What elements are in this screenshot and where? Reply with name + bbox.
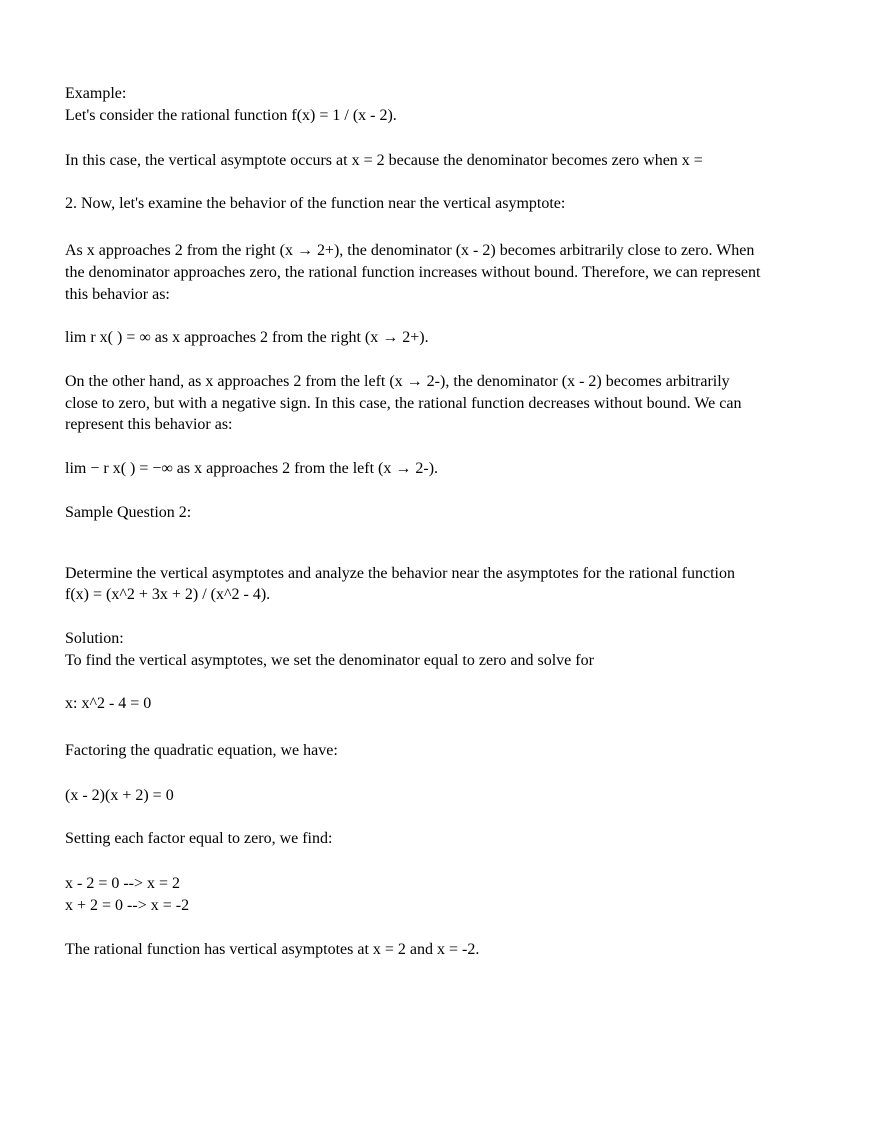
sample-question-heading: Sample Question 2: (65, 504, 192, 521)
equation: x: x^2 - 4 = 0 (65, 695, 152, 712)
question-line-1: Determine the vertical asymptotes and analyze the behavior near the asymptotes for the rational function (65, 565, 735, 582)
example-intro: Let's consider the rational function f(x) = 1 / (x - 2). (65, 107, 397, 124)
right-approach-line-3: this behavior as: (65, 286, 170, 303)
right-approach-line-1: As x approaches 2 from the right (x → 2+), the denominator (x - 2) becomes arbitrarily close to zero. When (65, 242, 755, 259)
right-approach-line-2: the denominator approaches zero, the rational function increases without bound. Therefore, we can represent (65, 264, 761, 281)
left-approach-line-1: On the other hand, as x approaches 2 from the left (x → 2-), the denominator (x - 2) becomes arbitrarily (65, 373, 730, 390)
question-line-2: f(x) = (x^2 + 3x + 2) / (x^2 - 4). (65, 586, 271, 603)
factoring-text: Factoring the quadratic equation, we have: (65, 742, 338, 759)
limit-left: lim − r x( ) = −∞ as x approaches 2 from the left (x → 2-). (65, 460, 439, 477)
limit-right: lim r x( ) = ∞ as x approaches 2 from the right (x → 2+). (65, 329, 429, 346)
asymptote-text-line-2: 2. Now, let's examine the behavior of the function near the vertical asymptote: (65, 195, 566, 212)
factored-equation: (x - 2)(x + 2) = 0 (65, 787, 174, 804)
solution-heading: Solution: (65, 630, 124, 647)
solution-intro: To find the vertical asymptotes, we set the denominator equal to zero and solve for (65, 652, 594, 669)
conclusion: The rational function has vertical asymptotes at x = 2 and x = -2. (65, 941, 480, 958)
root-1: x - 2 = 0 --> x = 2 (65, 875, 181, 892)
asymptote-text-line-1: In this case, the vertical asymptote occurs at x = 2 because the denominator becomes zero when x = (65, 152, 703, 169)
left-approach-line-3: represent this behavior as: (65, 416, 233, 433)
left-approach-line-2: close to zero, but with a negative sign. In this case, the rational function decreases without bound. We can (65, 395, 742, 412)
example-heading: Example: (65, 85, 127, 102)
setting-text: Setting each factor equal to zero, we find: (65, 830, 333, 847)
root-2: x + 2 = 0 --> x = -2 (65, 897, 190, 914)
